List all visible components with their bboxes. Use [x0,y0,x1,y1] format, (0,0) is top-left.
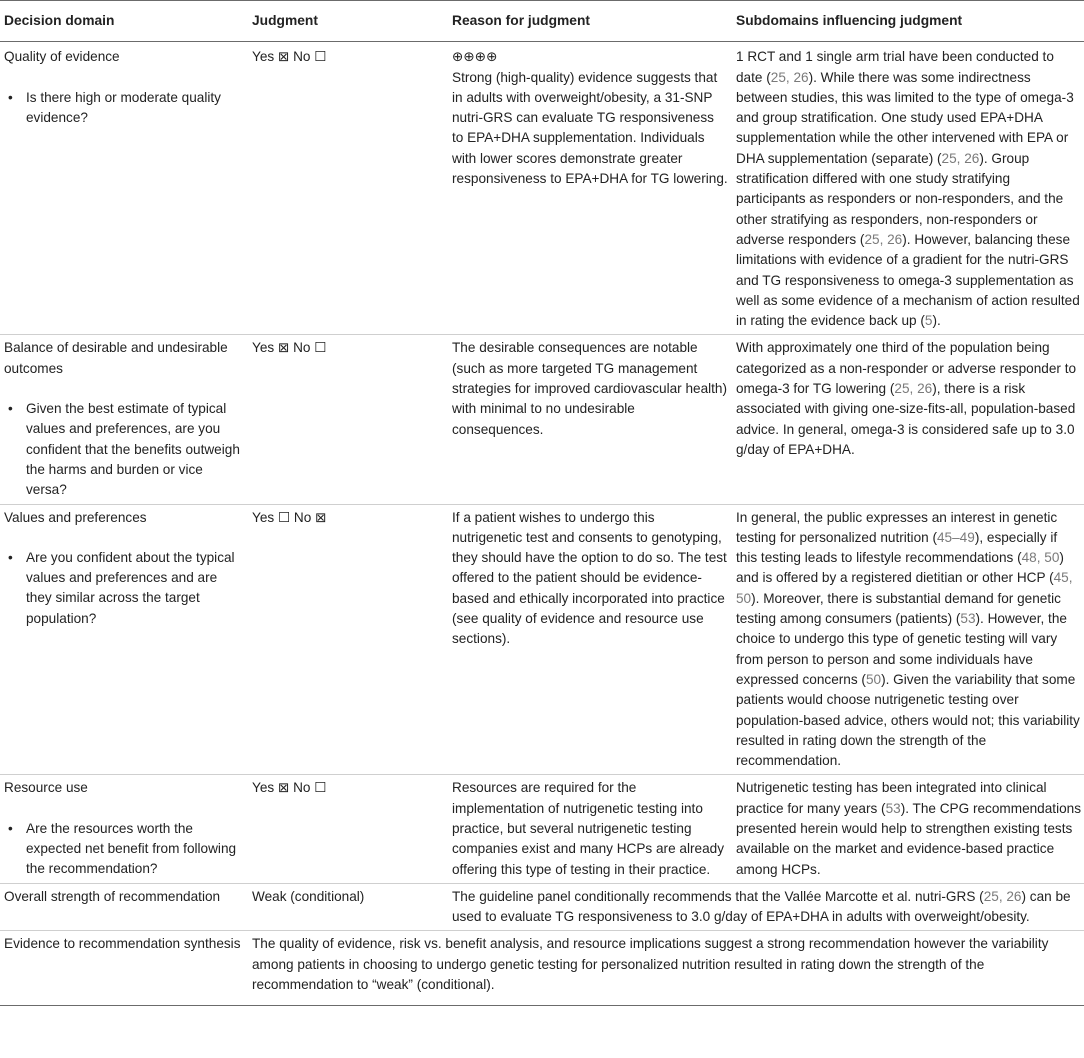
reference-link[interactable]: 45, 50 [736,570,1073,606]
reference-link[interactable]: 25, 26 [770,69,809,85]
reference-link[interactable]: 25, 26 [941,150,980,166]
judgment-cell: Yes ⊠ No ☐ [248,42,448,335]
sub-text: ) and is offered by a registered dietitian or other HCP ( [736,550,1064,586]
reference-link[interactable]: 25, 26 [864,231,903,247]
reference-link[interactable]: 45–49 [937,529,975,545]
reference-link[interactable]: 25, 26 [983,888,1022,904]
sub-text: ). However, balancing these limitations with evidence of a gradient for the nutri-GRS and TG responsiveness to omega-3 supplementation as well as some evidence of a mechanism of action resulted in rating the evidence back up ( [736,231,1080,329]
sub-text: ). Given the variability that some patients would choose nutrigenetic testing over population-based advice, others would not; this variability resulted in rating down the strength of the recommendation. [736,671,1080,769]
sub-text: ), especially if this testing leads to lifestyle recommendations ( [736,529,1058,566]
sub-text: ). While there was some indirectness between studies, this was limited to the type of omega-3 and group stratification. One study used EPA+DHA supplementation while the other intervened with EPA or DHA supplementation (separate) ( [736,69,1074,166]
domain-title: Balance of desirable and undesirable outcomes [4,340,228,376]
reason-text: ) can be used to evaluate TG responsiveness to 3.0 g/day of EPA+DHA in adults with overweight/obesity. [452,888,1071,925]
header-judgment: Judgment [248,1,448,42]
table-body [0,42,1084,1006]
bullet-icon: • [8,89,13,105]
question-text: Are you confident about the typical values and preferences and are they similar across the target population? [26,549,235,626]
domain-cell [0,504,248,775]
subdomains-cell [732,335,1084,504]
sub-text: ). Moreover, there is substantial demand for genetic testing among consumers (patients) ( [736,590,1061,627]
domain-cell [0,42,248,335]
domain-title: Quality of evidence [4,49,120,65]
table-header [0,1,1084,42]
sub-text: ). The CPG recommendations presented herein would help to strengthen existing tests available on the market and evidence-based practice among HCPs. [736,800,1082,877]
question-text: Is there high or moderate quality evidence? [26,89,221,125]
judgment-cell: Yes ⊠ No ☐ [248,335,448,504]
question-text: Are the resources worth the expected net benefit from following the recommendation? [26,820,237,877]
certainty-symbols: ⊕⊕⊕⊕ [452,49,498,65]
domain-cell [0,335,248,504]
reference-link[interactable]: 53 [960,611,976,627]
judgment-cell: Weak (conditional) [248,883,448,931]
subdomains-cell [732,42,1084,335]
sub-text: ), there is a risk associated with giving one-size-fits-all, population-based advice. In general, omega-3 is considered safe up to 3.0 g/day of EPA+DHA. [736,381,1076,457]
reference-link[interactable]: 50 [865,671,882,687]
sub-text: In general, the public expresses an interest in genetic testing for personalized nutrition ( [736,509,1058,545]
bullet-icon: • [8,549,13,565]
reference-link[interactable]: 25, 26 [894,381,933,397]
domain-question [4,819,244,880]
domain-cell: Overall strength of recommendation [0,883,248,931]
header-reason: Reason for judgment [448,1,732,42]
reference-link[interactable]: 48, 50 [1021,550,1060,566]
table-row-balance-of-outcomes [0,335,1084,504]
sub-text: Nutrigenetic testing has been integrated into clinical practice for many years ( [736,780,1047,816]
sub-text: With approximately one third of the population being categorized as a non-responder or adverse responder to omega-3 for TG lowering ( [736,340,1077,397]
domain-title: Values and preferences [4,509,147,525]
header-decision-domain: Decision domain [0,1,248,42]
reference-link[interactable]: 5 [924,313,933,329]
synthesis-cell: The quality of evidence, risk vs. benefit analysis, and resource implications suggest a strong recommendation however the variability among patients in choosing to undergo genetic testing for personalized nutrition resulted in rating down the strength of the recommendation to “weak” (conditional). [248,931,1084,1006]
header-row [0,1,1084,42]
reference-link[interactable]: 53 [885,800,901,816]
reason-text: The guideline panel conditionally recommends that the Vallée Marcotte et al. nutri-GRS ( [452,888,984,904]
judgment-cell: Yes ☐ No ⊠ [248,504,448,775]
reason-cell: Resources are required for the implementation of nutrigenetic testing into practice, but several nutrigenetic testing companies exist and many HCPs are already offering this type of testing in their practice. [448,775,732,883]
domain-question [4,548,244,629]
domain-cell [0,775,248,883]
sub-text: 1 RCT and 1 single arm trial have been conducted to date ( [736,49,1054,85]
table-row-resource-use [0,775,1084,883]
table-row-synthesis [0,931,1084,1006]
domain-cell: Evidence to recommendation synthesis [0,931,248,1006]
table-row-overall-strength [0,883,1084,931]
bullet-icon: • [8,820,13,836]
question-text: Given the best estimate of typical values and preferences, are you confident that the benefits outweigh the harms and burden or vice versa? [26,401,240,498]
domain-question [4,399,244,500]
domain-title: Resource use [4,780,88,796]
reason-cell: The desirable consequences are notable (such as more targeted TG management strategies for improved cardiovascular health) with minimal to no undesirable consequences. [448,335,732,504]
header-subdomains: Subdomains influencing judgment [732,1,1084,42]
domain-question [4,88,244,129]
reason-cell [448,42,732,335]
judgment-cell: Yes ⊠ No ☐ [248,775,448,883]
sub-text: ). However, the choice to undergo this type of genetic testing will vary from person to person and some individuals have expressed concerns ( [736,611,1067,687]
reason-text: Strong (high-quality) evidence suggests that in adults with overweight/obesity, a 31-SNP nutri-GRS can evaluate TG responsiveness to EPA+DHA supplementation. Individuals with lower scores demonstrate greater responsiveness to EPA+DHA for TG lowering. [452,69,728,187]
reason-cell [448,883,1084,931]
bullet-icon: • [8,401,13,417]
sub-text: ). [932,313,941,329]
sub-text: ). Group stratification differed with one study stratifying participants as responders or non-responders, and the other stratifying as responders, non-responders or adverse responders ( [736,150,1064,247]
reason-cell: If a patient wishes to undergo this nutrigenetic test and consents to genotyping, they should have the option to do so. The test offered to the patient should be evidence-based and ethically incorporated into practice (see quality of evidence and resource use sections). [448,504,732,775]
table-row-values-and-preferences [0,504,1084,775]
subdomains-cell [732,775,1084,883]
table-row-quality-of-evidence [0,42,1084,335]
subdomains-cell [732,504,1084,775]
